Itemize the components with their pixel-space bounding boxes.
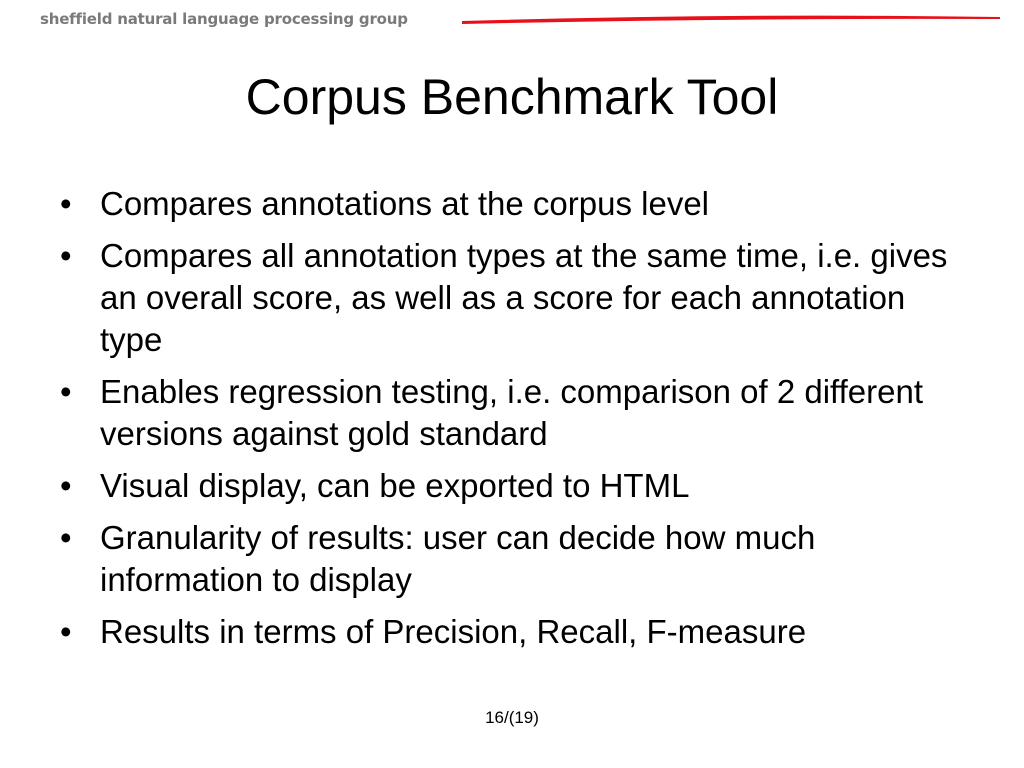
brand-logo-text: sheffield natural language processing group [40, 10, 408, 28]
bullet-item: • Enables regression testing, i.e. comparison of 2 different versions against gold standard [56, 371, 976, 455]
slide-title: Corpus Benchmark Tool [245, 69, 779, 125]
bullet-item: • Visual display, can be exported to HTML [56, 465, 976, 507]
bullet-item: • Compares all annotation types at the same time, i.e. gives an overall score, as well as a score for each annotation type [56, 235, 976, 361]
bullet-item: • Granularity of results: user can decide how much information to display [56, 517, 976, 601]
bullet-item: • Results in terms of Precision, Recall, F-measure [56, 611, 976, 653]
bullet-list [56, 183, 976, 663]
bullet-item: • Compares annotations at the corpus level [56, 183, 976, 225]
page-number: 16/(19) [485, 708, 539, 727]
brand-accent-line [462, 12, 1002, 26]
